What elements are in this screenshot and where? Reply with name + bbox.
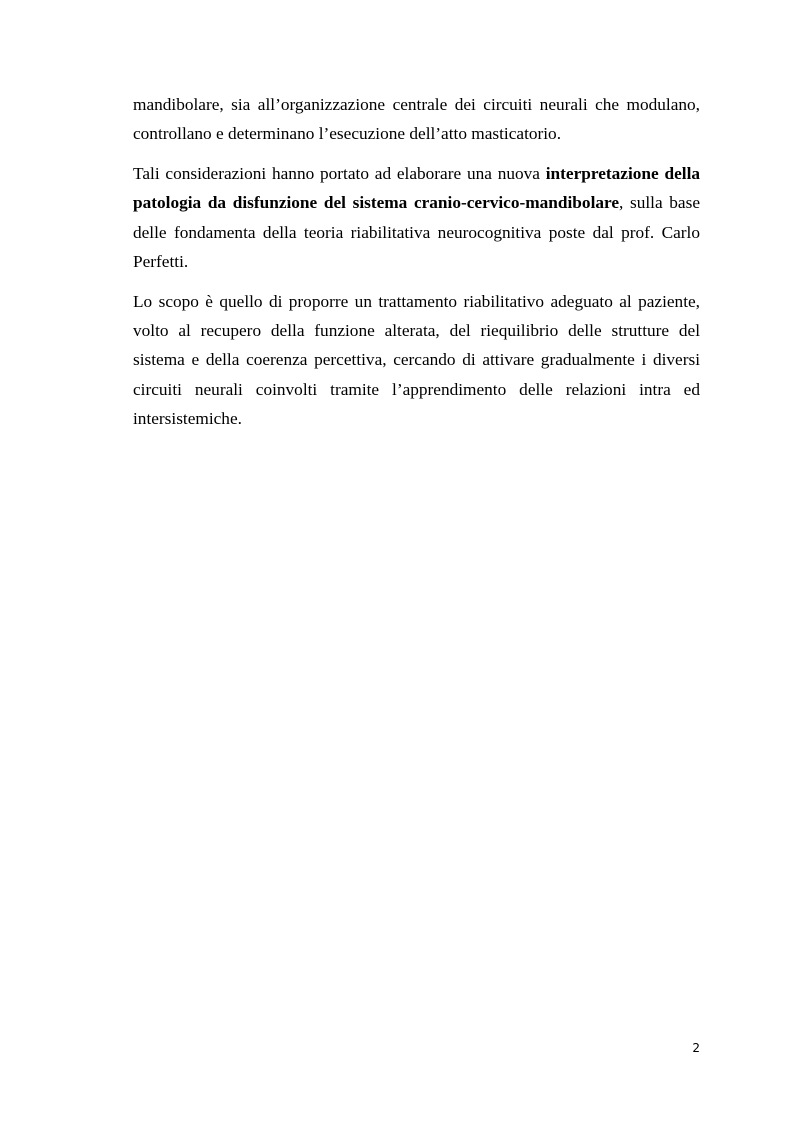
page-number: 2 <box>692 1041 700 1055</box>
paragraph-3 <box>133 287 700 433</box>
paragraph-3-text: Lo scopo è quello di proporre un trattamento riabilitativo adeguato al paziente, volto al recupero della funzione alterata, del riequilibrio delle strutture del sistema e della coerenza percettiva, cercando di attivare gradualmente i diversi circuiti neurali coinvolti tramite l’apprendimento delle relazioni intra ed intersistemiche. <box>133 291 700 428</box>
paragraph-2-bold-phrase: interpretazione della patologia da disfunzione del sistema cranio-cervico-mandibolare <box>133 164 701 213</box>
paragraph-2-text-start: Tali considerazioni hanno portato ad elaborare una nuova <box>133 164 546 184</box>
paragraph-2 <box>133 159 700 276</box>
paragraph-2-text-end: , sulla base delle fondamenta della teoria riabilitativa neurocognitiva poste dal prof. Carlo Perfetti. <box>133 193 701 271</box>
paragraph-1 <box>133 90 700 149</box>
body-text <box>133 90 700 444</box>
paragraph-1-text: mandibolare, sia all’organizzazione centrale dei circuiti neurali che modulano, controllano e determinano l’esecuzione dell’atto masticatorio. <box>133 95 700 144</box>
